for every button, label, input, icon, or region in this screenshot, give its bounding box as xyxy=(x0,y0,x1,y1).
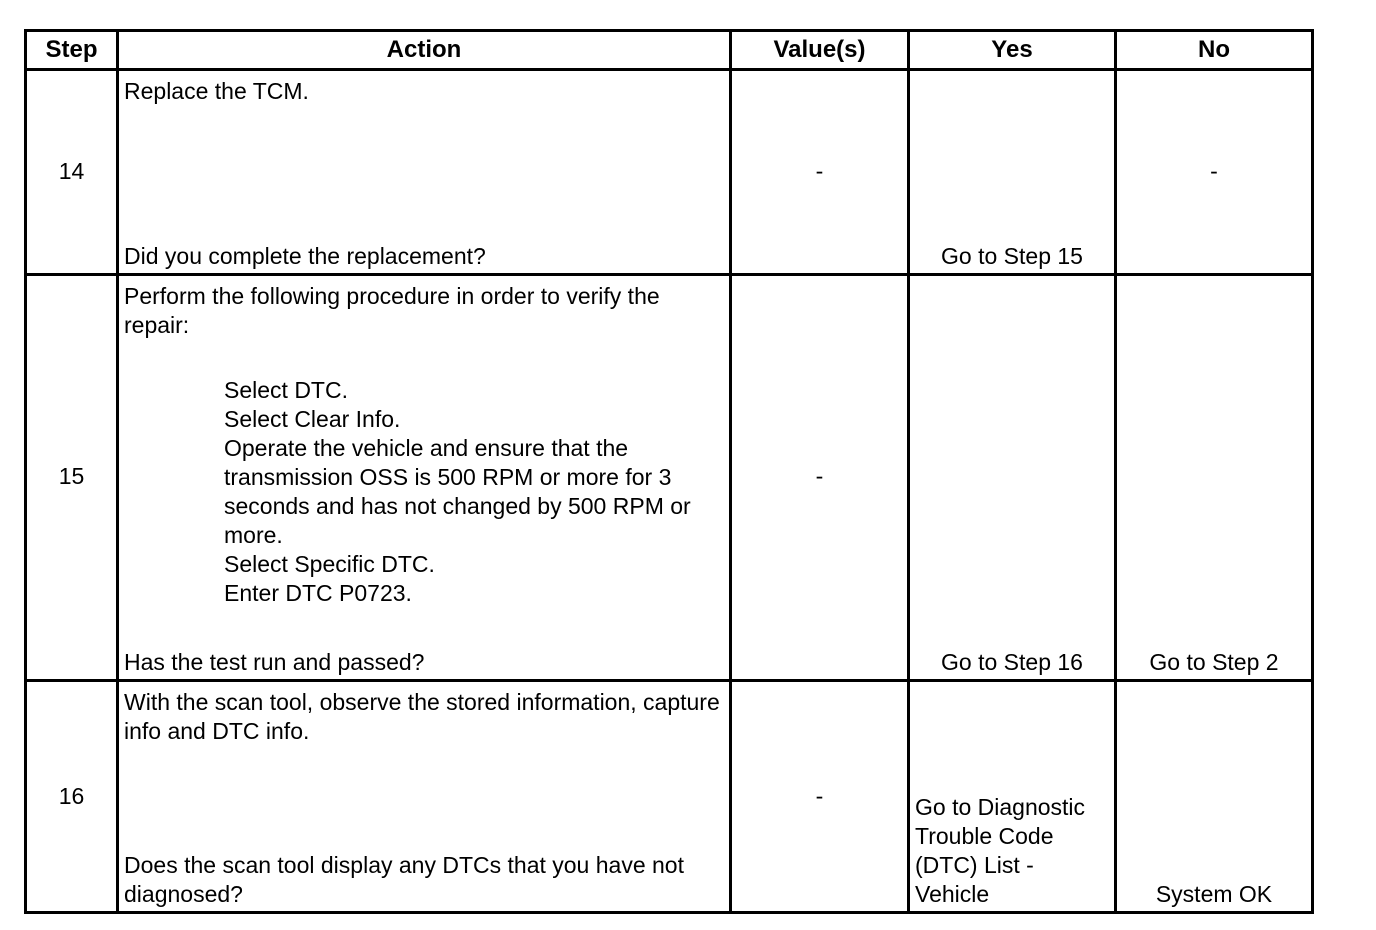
action-question: Did you complete the replacement? xyxy=(124,243,486,269)
step-cell xyxy=(26,275,118,681)
value-text: - xyxy=(815,463,824,489)
value-text: - xyxy=(815,158,824,184)
yes-cell xyxy=(909,70,1116,275)
step-cell xyxy=(26,681,118,913)
no-text: System OK xyxy=(1155,881,1273,907)
table-row-step-15 xyxy=(26,275,1313,681)
table-row-step-16 xyxy=(26,681,1313,913)
value-text: - xyxy=(815,783,824,809)
step-number: 16 xyxy=(58,783,85,809)
action-cell xyxy=(118,70,731,275)
yes-text: Go to Diagnostic Trouble Code (DTC) List - Vehicle xyxy=(915,794,1086,907)
action-question: Does the scan tool display any DTCs that you have not diagnosed? xyxy=(124,852,684,907)
yes-cell xyxy=(909,275,1116,681)
no-cell xyxy=(1116,681,1313,913)
action-intro: Perform the following procedure in order to verify the repair: xyxy=(124,283,660,338)
no-cell xyxy=(1116,275,1313,681)
action-intro: With the scan tool, observe the stored information, capture info and DTC info. xyxy=(124,689,720,744)
step-cell xyxy=(26,70,118,275)
header-no: No xyxy=(1116,31,1313,70)
procedure-step: Select Clear Info. xyxy=(224,406,401,432)
procedure-list xyxy=(224,376,721,608)
yes-text: Go to Step 15 xyxy=(941,243,1083,269)
action-intro: Replace the TCM. xyxy=(124,78,309,104)
action-question: Has the test run and passed? xyxy=(124,649,425,675)
diagnostic-table xyxy=(24,29,1314,914)
header-yes: Yes xyxy=(909,31,1116,70)
procedure-step: Operate the vehicle and ensure that the transmission OSS is 500 RPM or more for 3 seconds and has not changed by 500 RPM or more. xyxy=(224,435,691,548)
header-values: Value(s) xyxy=(731,31,909,70)
procedure-step: Enter DTC P0723. xyxy=(224,580,412,606)
step-number: 14 xyxy=(58,158,85,184)
header-action: Action xyxy=(118,31,731,70)
header-row xyxy=(26,31,1313,70)
table-row-step-14 xyxy=(26,70,1313,275)
procedure-step: Select DTC. xyxy=(224,377,348,403)
procedure-step: Select Specific DTC. xyxy=(224,551,435,577)
no-cell xyxy=(1116,70,1313,275)
step-number: 15 xyxy=(58,463,85,489)
value-cell xyxy=(731,681,909,913)
action-cell xyxy=(118,275,731,681)
value-cell xyxy=(731,275,909,681)
header-step: Step xyxy=(26,31,118,70)
no-text: - xyxy=(1210,158,1218,184)
yes-text: Go to Step 16 xyxy=(941,649,1083,675)
yes-cell xyxy=(909,681,1116,913)
value-cell xyxy=(731,70,909,275)
no-text: Go to Step 2 xyxy=(1149,649,1279,675)
action-cell xyxy=(118,681,731,913)
